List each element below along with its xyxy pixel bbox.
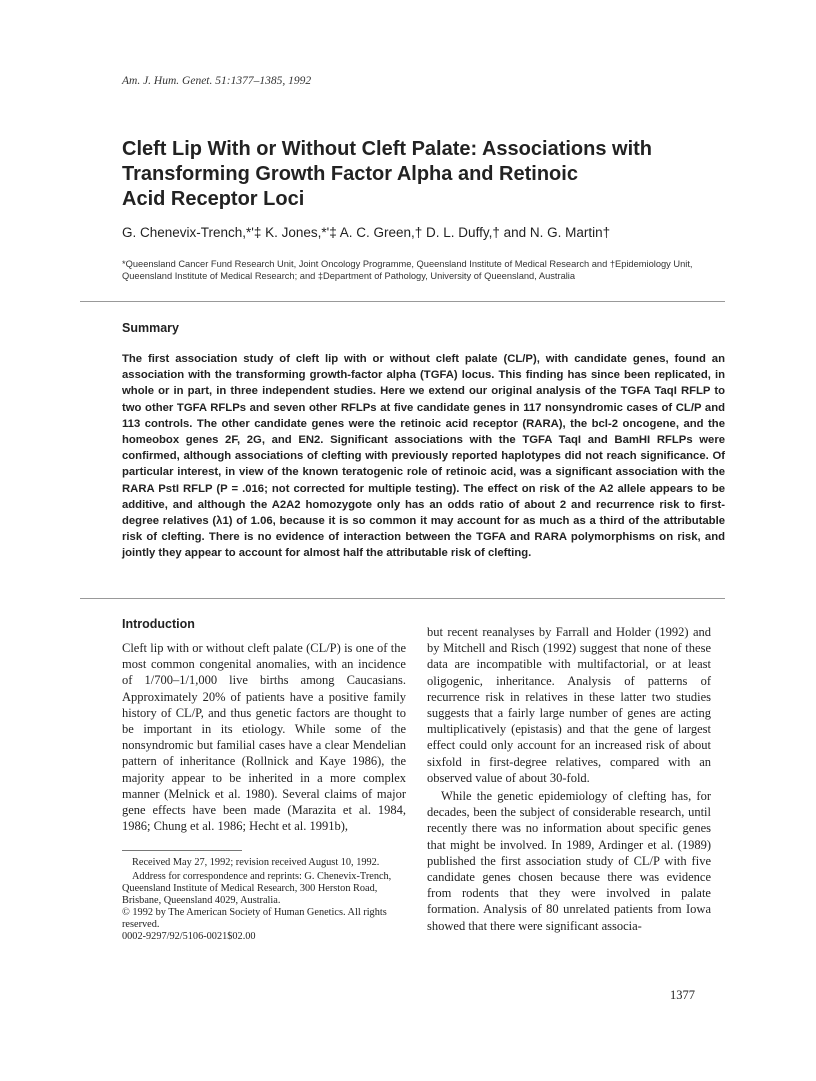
footnote-rule bbox=[122, 850, 242, 851]
copyright-notice: © 1992 by The American Society of Human Genetics. All rights reserved. bbox=[122, 907, 387, 930]
article-code: 0002-9297/92/5106-0021$02.00 bbox=[122, 931, 256, 942]
page-number: 1377 bbox=[670, 988, 695, 1002]
affiliations bbox=[122, 258, 727, 282]
intro-paragraph-1: Cleft lip with or without cleft palate (CL/P) is one of the most common congenital anomalies, with an incidence of 1/700–1/1,000 live births among Caucasians. Approximately 20% of patients have a positive family history of CL/P, and thus genetic factors are thought to be important in its etiology. While some of the nonsyndromic but familial cases have a clear Mendelian pattern of inheritance (Rollnick and Kaye 1986), the majority appear to be inherited in a more complex manner (Melnick et al. 1980). Several claims of major gene effects have been made (Marazita et al. 1984, 1986; Chung et al. 1986; Hecht et al. 1991b), bbox=[122, 641, 406, 834]
received-dates: Received May 27, 1992; revision received August 10, 1992. bbox=[132, 857, 380, 868]
affiliation-line-2: Queensland Institute of Medical Research; and ‡Department of Pathology, University of Queensland, Australia bbox=[122, 271, 576, 281]
title-line-3: Acid Receptor Loci bbox=[122, 188, 305, 210]
introduction-heading: Introduction bbox=[122, 617, 195, 631]
summary-heading: Summary bbox=[122, 321, 179, 335]
affiliation-line-1: *Queensland Cancer Fund Research Unit, Joint Oncology Programme, Queensland Institute of Medical Research and †Epidemiology Unit, bbox=[122, 259, 693, 269]
left-column bbox=[122, 640, 406, 834]
summary-text: The first association study of cleft lip with or without cleft palate (CL/P), with candidate genes, found an association with the transforming growth-factor alpha (TGFA) locus. This finding has since been replicated, in whole or in part, in three independent studies. Here we extend our original analysis of the TGFA TaqI RFLP to two other TGFA RFLPs and seven other RFLPs at five candidate genes in 117 nonsyndromic cases of CL/P and 113 controls. The other candidate genes were the retinoic acid receptor (RARA), the bcl-2 oncogene, and the homeobox genes 2F, 2G, and EN2. Significant associations with the TGFA TaqI and BamHI RFLPs were confirmed, although associations of clefting with previously reported haplotypes did not reach significance. Of particular interest, in view of the known teratogenic role of retinoic acid, was a significant association with the RARA PstI RFLP (P = .016; not corrected for multiple testing). The effect on risk of the A2 allele appears to be additive, and although the A2A2 homozygote only has an odds ratio of about 2 and recurrence risk to first-degree relatives (λ1) of 1.06, because it is so common it may account for as much as a third of the attributable risk of clefting. There is no evidence of interaction between the TGFA and RARA polymorphisms on risk, and jointly they appear to account for almost half the attributable risk of clefting. bbox=[122, 353, 725, 560]
footnotes bbox=[122, 857, 410, 943]
title-line-1: Cleft Lip With or Without Cleft Palate: Associations with bbox=[122, 138, 653, 160]
right-column bbox=[427, 624, 711, 934]
title-line-2: Transforming Growth Factor Alpha and Retinoic bbox=[122, 163, 578, 185]
header-divider bbox=[80, 301, 725, 302]
summary-divider bbox=[80, 598, 725, 599]
intro-paragraph-2: While the genetic epidemiology of clefting has, for decades, been the subject of considerable research, until recently there was no information about specific genes that might be involved. In 1989, Ardinger et al. (1989) published the first association study of CL/P with five candidate genes chosen because there was evidence from rodents that they were involved in palate formation. Analysis of 80 unrelated patients from Iowa showed that there were significant associa- bbox=[427, 789, 711, 933]
intro-paragraph-1-continued: but recent reanalyses by Farrall and Holder (1992) and by Mitchell and Risch (1992) suggest that none of these data are incompatible with multifactorial, or at least oligogenic, inheritance. Analysis of patterns of recurrence risk in relatives in these latter two studies suggests that a fairly large number of genes are acting multiplicatively (epistasis) and that the gene of largest effect could only account for an increased risk of about sixfold in first-degree relatives, compared with an observed value of about 30-fold. bbox=[427, 625, 711, 785]
correspondence-address: Address for correspondence and reprints: G. Chenevix-Trench, Queensland Institute of Medical Research, 300 Herston Road, Brisbane, Queensland 4029, Australia. bbox=[122, 871, 392, 906]
journal-reference: Am. J. Hum. Genet. 51:1377–1385, 1992 bbox=[122, 75, 312, 87]
author-list: G. Chenevix-Trench,*'‡ K. Jones,*'‡ A. C. Green,† D. L. Duffy,† and N. G. Martin† bbox=[122, 225, 611, 240]
article-title bbox=[122, 137, 742, 212]
